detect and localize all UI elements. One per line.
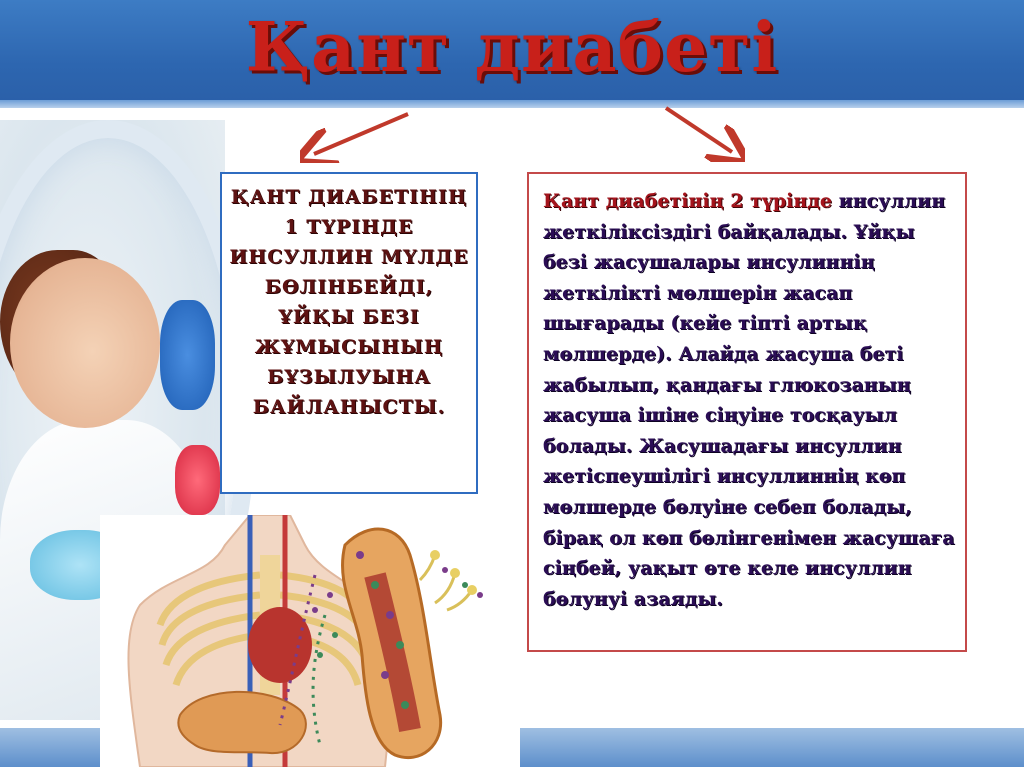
arrow-right-icon [660,102,745,162]
type1-diabetes-text: ҚАНТ ДИАБЕТІНІҢ 1 ТҮРІНДЕ ИНСУЛЛИН МҮЛДЕ БӨЛІНБЕЙДІ, ҰЙҚЫ БЕЗІ ЖҰМЫСЫНЫҢ БҰЗЫЛУЫНА БАЙЛАНЫСТЫ. [229,186,469,418]
heart [248,607,312,683]
type2-diabetes-box [527,172,967,652]
pancreas-anatomy-illustration [100,515,520,767]
blue-flask [160,300,215,410]
red-flask [175,445,220,515]
type2-body-text: инсуллин жеткіліксіздігі байқалады. Ұйқы безі жасушалары инсулиннің жеткілікті мөлшерін жасап шығарады (кейе тіпті артық мөлшерде). Алайда жасуша беті жабылып, қандағы глюкозаның жасуша ішіне сіңуіне тосқауыл болады. Жасушадағы инсуллин жетіспеушілігі инсуллиннің көп мөлшерде бөлуіне себеп болады, бірақ ол көп бөлінгенімен жасушаға сіңбей, уақыт өте келе инсуллин бөлунуі азаяды. [543,190,955,610]
stomach [178,692,306,753]
anatomy-svg [100,515,520,767]
arrow-left-icon [300,108,415,163]
type2-diabetes-text [543,186,955,614]
type1-diabetes-box [220,172,478,494]
slide-title: Қант диабеті [245,8,779,88]
type2-lead-text: Қант диабетінің 2 түрінде [543,190,832,212]
doctor-face [10,258,160,428]
